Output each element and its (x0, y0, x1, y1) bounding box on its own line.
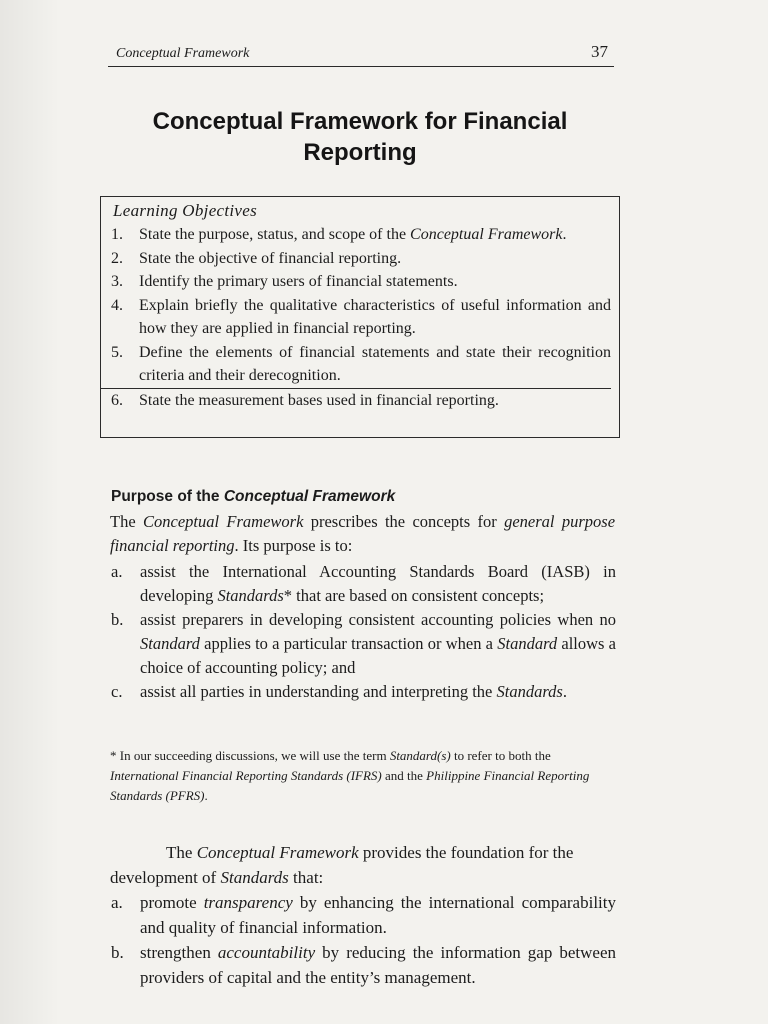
section-heading-italic: Conceptual Framework (223, 488, 396, 505)
running-title: Conceptual Framework (116, 46, 250, 61)
text-italic: Standards (217, 586, 284, 605)
list-item (110, 608, 616, 680)
text: prescribes the concepts for (303, 512, 505, 531)
text: promote (140, 893, 204, 912)
foundation-paragraph (110, 840, 616, 890)
text-italic: Philippine Financial Reporting Standards (PFRS) (110, 768, 590, 803)
purpose-list (110, 560, 616, 704)
objective-text: State the purpose, status, and scope of the (139, 226, 411, 243)
objective-number: 1. (111, 226, 123, 243)
text: provides the foundation for the development of (110, 843, 574, 887)
text-italic: general purpose financial reporting (110, 512, 616, 555)
objective-item (101, 388, 611, 413)
learning-objectives-box (100, 196, 620, 438)
text-italic: transparency (203, 893, 293, 912)
list-item (110, 680, 616, 704)
list-item (110, 560, 616, 608)
list-letter: a. (111, 893, 123, 912)
objective-text: Define the elements of financial statements and state their recognition criteria and their derecognition. (139, 343, 611, 384)
text-italic: accountability (217, 943, 316, 962)
list-item (110, 890, 616, 940)
learning-objectives-heading: Learning Objectives (113, 201, 258, 220)
footnote (110, 746, 615, 806)
chapter-title-line2: Reporting (303, 139, 417, 166)
text: * that are based on consistent concepts; (283, 586, 545, 605)
objective-number: 2. (111, 249, 123, 267)
objective-number: 5. (111, 343, 123, 361)
list-item (110, 940, 616, 990)
text-italic: Standard (497, 634, 558, 653)
objective-text: State the measurement bases used in financial reporting. (139, 391, 499, 409)
text: The (110, 512, 143, 531)
list-letter: b. (111, 943, 124, 962)
text: assist preparers in developing consistent accounting policies when no (140, 610, 616, 629)
chapter-title (110, 106, 610, 168)
text: . Its purpose is to: (234, 536, 353, 555)
chapter-title-line1: Conceptual Framework for Financial (152, 108, 568, 135)
text: by reducing the information gap between providers of capital and the entity’s management. (140, 943, 616, 987)
section-heading-text: Purpose of the (111, 488, 224, 505)
objective-number: 6. (111, 391, 123, 409)
text-italic: Conceptual Framework (143, 512, 304, 531)
objective-italic: Conceptual Framework (410, 226, 563, 243)
objective-text: Explain briefly the qualitative characteristics of useful information and how they are applied in financial reporting. (139, 296, 611, 337)
list-letter: c. (111, 682, 123, 701)
text: by enhancing the international comparability and quality of financial information. (140, 893, 616, 937)
objective-number: 4. (111, 296, 123, 314)
list-letter: a. (111, 562, 123, 581)
text: that: (288, 868, 324, 887)
objective-item (111, 294, 611, 341)
objective-item (111, 270, 611, 294)
text: The (166, 843, 197, 862)
list-letter: b. (111, 610, 124, 629)
text: * In our succeeding discussions, we will use the term (110, 748, 390, 763)
page-number: 37 (591, 42, 608, 61)
text: applies to a particular transaction or when a (199, 634, 498, 653)
text-italic: Standards (220, 868, 289, 887)
objective-text: State the objective of financial reporting. (139, 249, 402, 267)
text: strengthen (140, 943, 218, 962)
page-shadow (0, 0, 60, 1024)
objective-item (111, 223, 611, 247)
foundation-list (110, 890, 616, 990)
objective-number: 3. (111, 273, 123, 290)
text: and the (381, 768, 427, 783)
objective-text: Identify the primary users of financial statements. (139, 273, 458, 290)
purpose-intro-paragraph (110, 510, 615, 558)
text-italic: Standard(s) (389, 748, 451, 763)
objective-text-end: . (562, 226, 567, 243)
text: . (204, 788, 208, 803)
text: assist the International Accounting Standards Board (IASB) in developing (140, 562, 616, 605)
text-italic: International Financial Reporting Standards (IFRS) (110, 768, 382, 783)
text: . (562, 682, 567, 701)
running-head (108, 40, 614, 67)
learning-objectives-list (111, 223, 611, 412)
section-heading-purpose (111, 488, 395, 506)
text: allows a choice of accounting policy; and (140, 634, 616, 677)
text-italic: Conceptual Framework (196, 843, 359, 862)
text: assist all parties in understanding and interpreting the (140, 682, 497, 701)
text: to refer to both the (450, 748, 551, 763)
objective-item (111, 341, 611, 388)
text-italic: Standards (496, 682, 563, 701)
objective-item (111, 247, 611, 271)
text-italic: Standard (140, 634, 200, 653)
